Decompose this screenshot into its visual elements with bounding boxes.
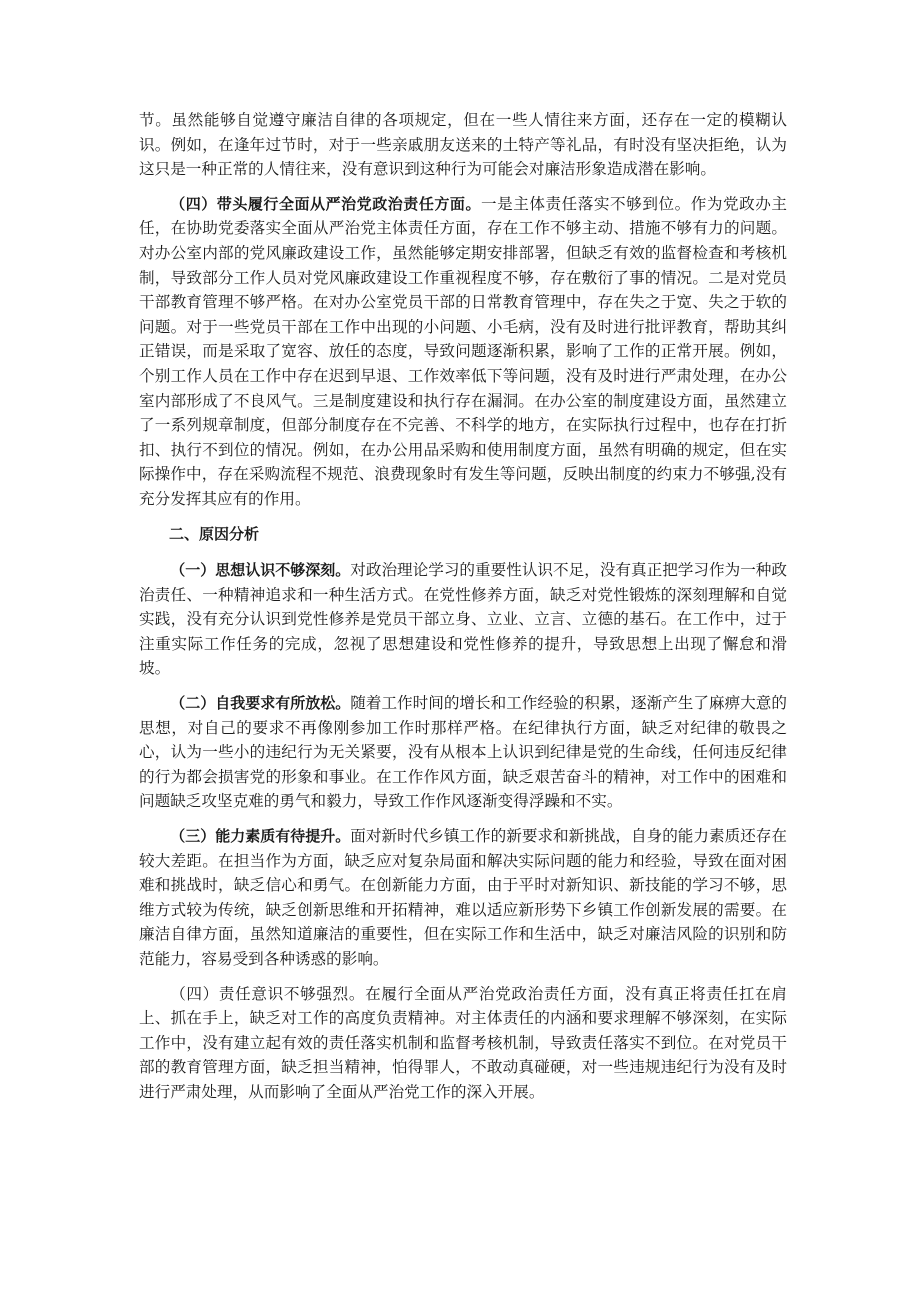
paragraph-cause-3: [139, 824, 787, 972]
paragraph-cause-2: [139, 691, 787, 814]
paragraph-body: 面对新时代乡镇工作的新要求和新挑战，自身的能力素质还存在较大差距。在担当作为方面，缺乏应对复杂局面和解决实际问题的能力和经验，导致在面对困难和挑战时，缺乏信心和勇气。在创新能力方面，由于平时对新知识、新技能的学习不够，思维方式较为传统，缺乏创新思维和开拓精神，难以适应新形势下乡镇工作创新发展的需要。在廉洁自律方面，虽然知道廉洁的重要性，但在实际工作和生活中，缺乏对廉洁风险的识别和防范能力，容易受到各种诱惑的影响。: [139, 827, 787, 968]
document-page: [139, 108, 787, 1115]
paragraph-lead: （一）思想认识不够深刻。: [170, 561, 351, 580]
paragraph-responsibility-section-4: [139, 192, 787, 512]
paragraph-body: 对政治理论学习的重要性认识不足，没有真正把学习作为一种政治责任、一种精神追求和一种生活方式。在党性修养方面，缺乏对党性锻炼的深刻理解和自觉实践，没有充分认识到党性修养是党员干部立身、立业、立言、立德的基石。在工作中，过于注重实际工作任务的完成，忽视了思想建设和党性修养的提升，导致思想上出现了懈怠和滑坡。: [139, 561, 787, 678]
paragraph-lead: （二）自我要求有所放松。: [170, 694, 351, 713]
paragraph-continuation: 节。虽然能够自觉遵守廉洁自律的各项规定，但在一些人情往来方面，还存在一定的模糊认识。例如，在逢年过节时，对于一些亲戚朋友送来的土特产等礼品，有时没有坚决拒绝，认为这只是一种正常的人情往来，没有意识到这种行为可能会对廉洁形象造成潜在影响。: [139, 111, 787, 179]
paragraph-lead: （四）带头履行全面从严治党政治责任方面。: [170, 194, 481, 213]
paragraph-cause-4: （四）责任意识不够强烈。在履行全面从严治党政治责任方面，没有真正将责任扛在肩上、抓在手上，缺乏对工作的高度负责精神。对主体责任的内涵和要求理解不够深刻，在实际工作中，没有建立起有效的责任落实机制和监督考核机制，导致责任落实不到位。在对党员干部的教育管理方面，缺乏担当精神，怕得罪人，不敢动真碰硬，对一些违规违纪行为没有及时进行严肃处理，从而影响了全面从严治党工作的深入开展。: [139, 984, 787, 1101]
section-heading-cause-analysis: 二、原因分析: [169, 524, 260, 543]
paragraph-body: 随着工作时间的增长和工作经验的积累，逐渐产生了麻痹大意的思想，对自己的要求不再像刚参加工作时那样严格。在纪律执行方面，缺乏对纪律的敬畏之心，认为一些小的违纪行为无关紧要，没有从根本上认识到纪律是党的生命线，任何违反纪律的行为都会损害党的形象和事业。在工作作风方面，缺乏艰苦奋斗的精神，对工作中的困难和问题缺乏攻坚克难的勇气和毅力，导致工作作风逐渐变得浮躁和不实。: [139, 694, 787, 811]
paragraph-lead: （三）能力素质有待提升。: [170, 827, 351, 846]
paragraph-cause-1: [139, 558, 787, 681]
paragraph-body: 一是主体责任落实不够到位。作为党政办主任，在协助党委落实全面从严治党主体责任方面，存在工作不够主动、措施不够有力的问题。对办公室内部的党风廉政建设工作，虽然能够定期安排部署，但缺乏有效的监督检查和考核机制，导致部分工作人员对党风廉政建设工作重视程度不够，存在敷衍了事的情况。二是对党员干部教育管理不够严格。在对办公室党员干部的日常教育管理中，存在失之于宽、失之于软的问题。对于一些党员干部在工作中出现的小问题、小毛病，没有及时进行批评教育，帮助其纠正错误，而是采取了宽容、放任的态度，导致问题逐渐积累，影响了工作的正常开展。例如，个别工作人员在工作中存在迟到早退、工作效率低下等问题，没有及时进行严肃处理，在办公室内部形成了不良风气。三是制度建设和执行存在漏洞。在办公室的制度建设方面，虽然建立了一系列规章制度，但部分制度存在不完善、不科学的地方，在实际执行过程中，也存在打折扣、执行不到位的情况。例如，在办公用品采购和使用制度方面，虽然有明确的规定，但在实际操作中，存在采购流程不规范、浪费现象时有发生等问题，反映出制度的约束力不够强,没有充分发挥其应有的作用。: [139, 194, 787, 508]
